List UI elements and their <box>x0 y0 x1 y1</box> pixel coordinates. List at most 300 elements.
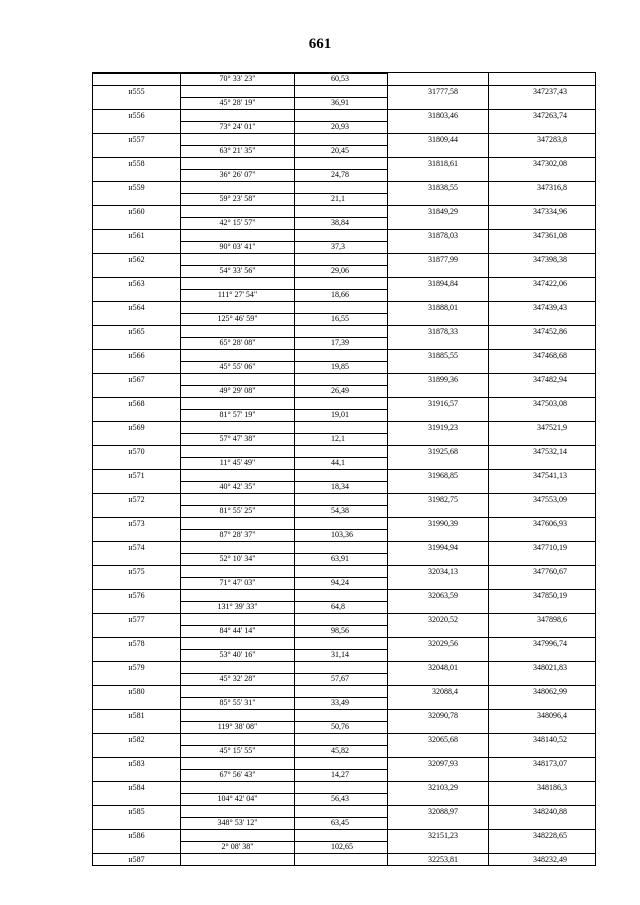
angle-cell: 87° 28' 37" <box>181 529 295 541</box>
y-coordinate-cell: 347553,09 <box>533 494 567 504</box>
x-cell <box>388 433 489 445</box>
length-cell <box>295 806 388 818</box>
x-cell <box>388 697 489 709</box>
angle-cell <box>181 518 295 530</box>
angle-cell: 2° 08' 38" <box>181 841 295 853</box>
angle-cell: 45° 32' 28" <box>181 673 295 685</box>
x-coordinate-cell: 31849,29 <box>388 206 489 218</box>
point-row <box>93 253 595 266</box>
point-row <box>93 301 595 314</box>
length-cell: 103,36 <box>295 529 388 541</box>
x-cell <box>388 337 489 349</box>
y-cell <box>489 793 595 805</box>
length-cell <box>295 182 388 194</box>
x-cell <box>388 169 489 181</box>
length-cell <box>295 446 388 458</box>
angle-cell <box>181 662 295 674</box>
y-cell <box>489 241 595 253</box>
length-cell: 36,91 <box>295 97 388 109</box>
length-cell <box>295 134 388 146</box>
length-cell <box>295 398 388 410</box>
point-row <box>93 661 595 674</box>
length-cell: 57,67 <box>295 673 388 685</box>
x-cell <box>388 361 489 373</box>
x-coordinate-cell: 31888,01 <box>388 302 489 314</box>
length-cell <box>295 710 388 722</box>
length-cell: 18,66 <box>295 289 388 301</box>
point-name-cell: н563 <box>93 278 181 290</box>
x-cell <box>388 217 489 229</box>
x-coordinate-cell: 32090,78 <box>388 710 489 722</box>
length-cell <box>295 638 388 650</box>
point-name-cell: н560 <box>93 206 181 218</box>
angle-cell: 52° 10' 34" <box>181 553 295 565</box>
y-cell <box>489 529 595 541</box>
angle-cell: 111° 27' 54" <box>181 289 295 301</box>
x-coordinate-cell: 32048,01 <box>388 662 489 674</box>
point-cell <box>93 625 181 637</box>
side-row <box>93 721 595 733</box>
x-coordinate-cell: 32088,4 <box>388 686 489 698</box>
point-name-cell: н558 <box>93 158 181 170</box>
length-cell <box>295 206 388 218</box>
point-row <box>93 421 595 434</box>
point-name-cell: н580 <box>93 686 181 698</box>
length-cell <box>295 158 388 170</box>
y-coordinate-cell: 347541,13 <box>533 470 567 480</box>
y-cell <box>489 289 595 301</box>
point-row <box>93 781 595 794</box>
point-cell <box>93 193 181 205</box>
angle-cell: 119° 38' 08" <box>181 721 295 733</box>
length-cell <box>295 614 388 626</box>
x-cell <box>388 265 489 277</box>
length-cell <box>295 278 388 290</box>
length-cell: 12,1 <box>295 433 388 445</box>
point-name-cell: н562 <box>93 254 181 266</box>
length-cell: 14,27 <box>295 769 388 781</box>
y-cell <box>489 409 595 421</box>
x-cell <box>388 529 489 541</box>
angle-cell: 67° 56' 43" <box>181 769 295 781</box>
point-row <box>93 397 595 410</box>
side-row <box>93 841 595 853</box>
angle-cell: 104° 42' 04" <box>181 793 295 805</box>
angle-cell <box>181 758 295 770</box>
x-coordinate-cell: 32103,29 <box>388 782 489 794</box>
length-cell <box>295 302 388 314</box>
point-row <box>93 493 595 506</box>
side-row <box>93 265 595 277</box>
length-cell: 19,01 <box>295 409 388 421</box>
x-cell <box>388 769 489 781</box>
point-name-cell: н574 <box>93 542 181 554</box>
point-name-cell: н569 <box>93 422 181 434</box>
angle-cell <box>181 470 295 482</box>
point-row <box>93 325 595 338</box>
point-name-cell: н586 <box>93 830 181 842</box>
length-cell: 94,24 <box>295 577 388 589</box>
angle-cell: 42° 15' 57" <box>181 217 295 229</box>
angle-cell <box>181 278 295 290</box>
x-cell <box>388 745 489 757</box>
x-cell <box>388 793 489 805</box>
angle-cell <box>181 782 295 794</box>
angle-cell <box>181 182 295 194</box>
angle-cell <box>181 86 295 98</box>
side-row <box>93 817 595 829</box>
x-cell <box>388 457 489 469</box>
angle-cell: 125° 46' 59" <box>181 313 295 325</box>
angle-cell: 84° 44' 14" <box>181 625 295 637</box>
point-cell <box>93 433 181 445</box>
point-row <box>93 349 595 362</box>
x-cell <box>388 121 489 133</box>
x-cell <box>388 721 489 733</box>
x-coordinate-cell: 32088,97 <box>388 806 489 818</box>
y-cell <box>489 313 595 325</box>
angle-cell: 71° 47' 03" <box>181 577 295 589</box>
length-cell: 16,55 <box>295 313 388 325</box>
side-row <box>93 625 595 637</box>
point-cell <box>93 73 181 85</box>
point-row <box>93 469 595 482</box>
length-cell: 63,45 <box>295 817 388 829</box>
y-coordinate-cell: 347468,68 <box>533 350 567 360</box>
x-cell <box>388 313 489 325</box>
point-cell <box>93 601 181 613</box>
y-cell <box>489 217 595 229</box>
y-coordinate-cell: 347996,74 <box>533 638 567 648</box>
y-coordinate-cell: 348021,83 <box>533 662 567 672</box>
side-row <box>93 649 595 661</box>
y-coordinate-cell: 347398,38 <box>533 254 567 264</box>
length-cell <box>295 254 388 266</box>
point-cell <box>93 673 181 685</box>
x-cell <box>388 553 489 565</box>
point-cell <box>93 769 181 781</box>
y-coordinate-cell: 347334,96 <box>533 206 567 216</box>
y-cell <box>489 121 595 133</box>
y-coordinate-cell: 348096,4 <box>537 710 567 720</box>
x-cell <box>388 241 489 253</box>
x-cell <box>388 409 489 421</box>
side-row <box>93 673 595 685</box>
length-cell <box>295 110 388 122</box>
point-cell <box>93 553 181 565</box>
angle-cell: 73° 24' 01" <box>181 121 295 133</box>
length-cell: 20,45 <box>295 145 388 157</box>
length-cell: 37,3 <box>295 241 388 253</box>
length-cell: 18,34 <box>295 481 388 493</box>
point-name-cell: н579 <box>93 662 181 674</box>
side-row <box>93 793 595 805</box>
point-name-cell: н557 <box>93 134 181 146</box>
y-cell <box>489 745 595 757</box>
point-cell <box>93 577 181 589</box>
angle-cell <box>181 614 295 626</box>
angle-cell <box>181 350 295 362</box>
y-cell <box>489 193 595 205</box>
y-cell <box>489 433 595 445</box>
point-name-cell: н561 <box>93 230 181 242</box>
point-name-cell: н583 <box>93 758 181 770</box>
side-row <box>93 481 595 493</box>
point-cell <box>93 721 181 733</box>
x-cell <box>388 73 489 85</box>
angle-cell <box>181 686 295 698</box>
angle-cell <box>181 494 295 506</box>
x-coordinate-cell: 31899,36 <box>388 374 489 386</box>
x-cell <box>388 505 489 517</box>
point-name-cell: н559 <box>93 182 181 194</box>
side-row <box>93 529 595 541</box>
angle-cell <box>181 110 295 122</box>
length-cell: 29,06 <box>295 265 388 277</box>
angle-cell: 11° 45' 49" <box>181 457 295 469</box>
angle-cell: 81° 55' 25" <box>181 505 295 517</box>
point-row <box>93 565 595 578</box>
angle-cell <box>181 590 295 602</box>
y-coordinate-cell: 347710,19 <box>533 542 567 552</box>
angle-cell: 81° 57' 19" <box>181 409 295 421</box>
length-cell: 26,49 <box>295 385 388 397</box>
length-cell <box>295 326 388 338</box>
x-cell <box>388 481 489 493</box>
point-cell <box>93 529 181 541</box>
y-cell <box>489 337 595 349</box>
length-cell <box>295 590 388 602</box>
x-coordinate-cell: 31916,57 <box>388 398 489 410</box>
x-coordinate-cell: 31818,61 <box>388 158 489 170</box>
y-cell <box>489 145 595 157</box>
point-cell <box>93 817 181 829</box>
length-cell <box>295 86 388 98</box>
length-cell: 21,1 <box>295 193 388 205</box>
x-coordinate-cell: 31878,03 <box>388 230 489 242</box>
angle-cell <box>181 854 295 866</box>
length-cell: 33,49 <box>295 697 388 709</box>
angle-cell <box>181 566 295 578</box>
angle-cell: 70° 33' 23" <box>181 73 295 85</box>
point-name-cell: н567 <box>93 374 181 386</box>
point-cell <box>93 97 181 109</box>
y-coordinate-cell: 347760,67 <box>533 566 567 576</box>
y-cell <box>489 721 595 733</box>
length-cell: 50,76 <box>295 721 388 733</box>
point-name-cell: н565 <box>93 326 181 338</box>
angle-cell: 65° 28' 08" <box>181 337 295 349</box>
length-cell <box>295 758 388 770</box>
y-coordinate-cell: 348173,07 <box>533 758 567 768</box>
point-cell <box>93 145 181 157</box>
point-row <box>93 733 595 746</box>
point-name-cell: н581 <box>93 710 181 722</box>
angle-cell <box>181 734 295 746</box>
length-cell <box>295 422 388 434</box>
angle-cell: 53° 40' 16" <box>181 649 295 661</box>
length-cell: 19,85 <box>295 361 388 373</box>
side-row <box>93 409 595 421</box>
point-name-cell: н576 <box>93 590 181 602</box>
y-coordinate-cell: 347898,6 <box>537 614 567 624</box>
point-name-cell: н571 <box>93 470 181 482</box>
point-cell <box>93 265 181 277</box>
x-cell <box>388 289 489 301</box>
length-cell: 31,14 <box>295 649 388 661</box>
angle-cell: 54° 33' 56" <box>181 265 295 277</box>
side-row <box>93 385 595 397</box>
point-name-cell: н572 <box>93 494 181 506</box>
y-coordinate-cell: 347850,19 <box>533 590 567 600</box>
angle-cell: 36° 26' 07" <box>181 169 295 181</box>
point-cell <box>93 289 181 301</box>
length-cell: 24,78 <box>295 169 388 181</box>
length-cell <box>295 854 388 866</box>
angle-cell <box>181 398 295 410</box>
x-cell <box>388 97 489 109</box>
angle-cell <box>181 230 295 242</box>
point-row <box>93 757 595 770</box>
angle-cell: 90° 03' 41" <box>181 241 295 253</box>
length-cell <box>295 686 388 698</box>
x-cell <box>388 601 489 613</box>
length-cell: 38,84 <box>295 217 388 229</box>
side-row <box>93 289 595 301</box>
length-cell <box>295 782 388 794</box>
y-cell <box>489 385 595 397</box>
x-coordinate-cell: 32034,13 <box>388 566 489 578</box>
y-cell <box>489 457 595 469</box>
x-coordinate-cell: 31885,55 <box>388 350 489 362</box>
y-cell <box>489 73 595 85</box>
point-row <box>93 805 595 818</box>
point-cell <box>93 649 181 661</box>
x-coordinate-cell: 31990,39 <box>388 518 489 530</box>
y-coordinate-cell: 347422,06 <box>533 278 567 288</box>
page-number: 661 <box>308 36 332 52</box>
x-cell <box>388 625 489 637</box>
point-cell <box>93 745 181 757</box>
x-cell <box>388 385 489 397</box>
side-row <box>93 433 595 445</box>
side-row <box>93 145 595 157</box>
point-row <box>93 445 595 458</box>
x-coordinate-cell: 32253,81 <box>388 854 489 866</box>
angle-cell <box>181 830 295 842</box>
x-coordinate-cell: 31878,33 <box>388 326 489 338</box>
y-cell <box>489 841 595 853</box>
point-name-cell: н582 <box>93 734 181 746</box>
angle-cell <box>181 422 295 434</box>
x-coordinate-cell: 31877,99 <box>388 254 489 266</box>
length-cell <box>295 662 388 674</box>
y-cell <box>489 817 595 829</box>
length-cell: 56,43 <box>295 793 388 805</box>
point-row <box>93 517 595 530</box>
x-coordinate-cell: 32065,68 <box>388 734 489 746</box>
y-coordinate-cell: 347532,14 <box>533 446 567 456</box>
point-row <box>93 181 595 194</box>
point-name-cell: н578 <box>93 638 181 650</box>
coordinates-table <box>92 72 596 866</box>
angle-cell: 40° 42' 35" <box>181 481 295 493</box>
y-coordinate-cell: 347263,74 <box>533 110 567 120</box>
x-coordinate-cell: 32151,23 <box>388 830 489 842</box>
y-cell <box>489 265 595 277</box>
y-coordinate-cell: 347482,94 <box>533 374 567 384</box>
point-row <box>93 541 595 554</box>
point-cell <box>93 481 181 493</box>
x-coordinate-cell: 32063,59 <box>388 590 489 602</box>
length-cell: 20,93 <box>295 121 388 133</box>
y-coordinate-cell: 347452,86 <box>533 326 567 336</box>
y-cell <box>489 169 595 181</box>
y-cell <box>489 625 595 637</box>
angle-cell: 45° 55' 06" <box>181 361 295 373</box>
side-row <box>93 745 595 757</box>
y-coordinate-cell: 348062,99 <box>533 686 567 696</box>
length-cell: 45,82 <box>295 745 388 757</box>
side-row <box>93 72 595 85</box>
length-cell: 98,56 <box>295 625 388 637</box>
y-cell <box>489 649 595 661</box>
angle-cell: 59° 23' 58" <box>181 193 295 205</box>
point-cell <box>93 457 181 469</box>
length-cell: 17,39 <box>295 337 388 349</box>
y-cell <box>489 601 595 613</box>
x-coordinate-cell: 31803,46 <box>388 110 489 122</box>
angle-cell <box>181 710 295 722</box>
point-row <box>93 373 595 386</box>
x-cell <box>388 817 489 829</box>
x-cell <box>388 577 489 589</box>
x-coordinate-cell: 31894,84 <box>388 278 489 290</box>
point-row <box>93 85 595 98</box>
y-coordinate-cell: 347361,08 <box>533 230 567 240</box>
point-name-cell: н555 <box>93 86 181 98</box>
side-row <box>93 337 595 349</box>
y-cell <box>489 361 595 373</box>
point-cell <box>93 361 181 373</box>
point-name-cell: н575 <box>93 566 181 578</box>
y-coordinate-cell: 347521,9 <box>537 422 567 432</box>
point-row <box>93 589 595 602</box>
point-row <box>93 277 595 290</box>
length-cell <box>295 350 388 362</box>
length-cell: 60,53 <box>295 73 388 85</box>
point-name-cell: н573 <box>93 518 181 530</box>
x-coordinate-cell: 31968,85 <box>388 470 489 482</box>
y-coordinate-cell: 348240,88 <box>533 806 567 816</box>
angle-cell: 85° 55' 31" <box>181 697 295 709</box>
y-coordinate-cell: 348228,65 <box>533 830 567 840</box>
x-coordinate-cell: 31919,23 <box>388 422 489 434</box>
y-coordinate-cell: 347283,8 <box>537 134 567 144</box>
point-cell <box>93 217 181 229</box>
side-row <box>93 769 595 781</box>
y-cell <box>489 697 595 709</box>
y-cell <box>489 769 595 781</box>
point-row <box>93 157 595 170</box>
y-coordinate-cell: 347316,8 <box>537 182 567 192</box>
x-coordinate-cell: 31838,55 <box>388 182 489 194</box>
angle-cell <box>181 446 295 458</box>
point-cell <box>93 409 181 421</box>
point-name-cell: н585 <box>93 806 181 818</box>
point-row <box>93 637 595 650</box>
angle-cell: 131° 39' 33" <box>181 601 295 613</box>
